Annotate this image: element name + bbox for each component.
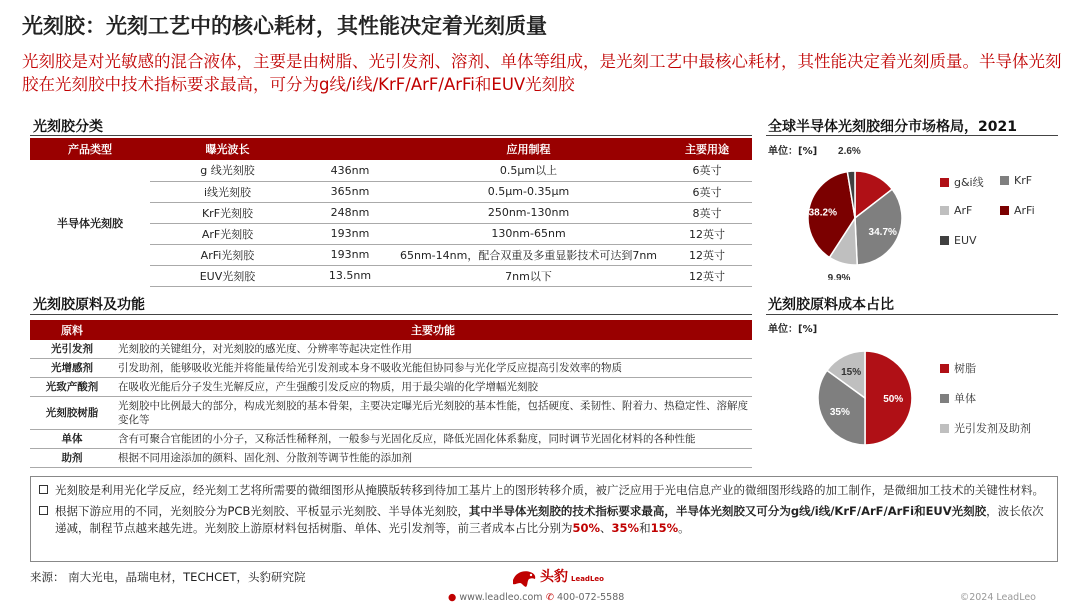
legend-label: 光引发剂及助剂 [954, 422, 1031, 435]
website-link[interactable] [448, 592, 543, 603]
cell-type: g 线光刻胶 [150, 160, 305, 181]
col-header-material: 原料 [30, 320, 114, 340]
note-1-text: 光刻胶是利用光化学反应，经光刻工艺将所需要的微细图形从掩膜版转移到待加工基片上的图形转移介质，被广泛应用于光电信息产业的微细图形线路的加工制作，是微细加工技术的关键性材料。 [55, 483, 1044, 497]
col-header-process: 应用制程 [395, 138, 662, 160]
legend-item [940, 234, 977, 247]
cell-material: 光引发剂 [30, 340, 114, 359]
cost-legend [938, 360, 1058, 440]
leopard-logo-icon [510, 566, 538, 590]
cell-function: 光刻胶中比例最大的部分，构成光刻胶的基本骨架，主要决定曝光后光刻胶的基本性能，包括硬度、柔韧性、附着力、热稳定性、溶解度变化等 [114, 397, 752, 430]
cell-type: i线光刻胶 [150, 181, 305, 202]
notes-box [30, 476, 1058, 562]
group-label: 半导体光刻胶 [57, 217, 123, 230]
checkbox-bullet-icon [39, 506, 48, 515]
brand-name-cn: 头豹 [540, 569, 568, 585]
note-2-value-2: 35% [611, 521, 640, 535]
market-chart-unit: 单位：[%] [768, 146, 818, 157]
globe-icon: ● [448, 592, 457, 603]
legend-label: ArF [954, 204, 973, 217]
legend-swatch [940, 206, 949, 215]
pie-label-1: 35% [829, 406, 850, 418]
source-text: 来源： 南大光电，晶瑞电材，TECHCET，头豹研究院 [30, 570, 306, 584]
website-text: www.leadleo.com [459, 592, 543, 603]
classification-table [30, 138, 752, 287]
legend-item [940, 420, 1031, 436]
note-2-text-b: 其中半导体光刻胶的技术指标要求最高，半导体光刻胶又可分为g线/i线/KrF/ArF/ArFi和EUV光刻胶 [468, 504, 987, 518]
legend-swatch [1000, 206, 1009, 215]
phone-text: 400-072-5588 [557, 592, 625, 603]
note-2-end: 。 [678, 521, 690, 535]
cell-wave: 193nm [305, 244, 395, 265]
pie-label-1: 34.7% [868, 226, 897, 238]
note-2-sep-1: 、 [600, 521, 612, 535]
page-title: 光刻胶：光刻工艺中的核心耗材，其性能决定着光刻质量 [22, 14, 547, 38]
checkbox-bullet-icon [39, 485, 48, 494]
market-legend [938, 174, 1058, 254]
cell-function: 根据不同用途添加的颜料、固化剂、分散剂等调节性能的添加剂 [114, 449, 752, 468]
table-row [30, 430, 752, 449]
brand-name-en: LeadLeo [571, 575, 604, 583]
pie-label-3: 38.2% [808, 207, 837, 219]
cell-material: 光致产酸剂 [30, 378, 114, 397]
pie-label-2: 9.9% [827, 272, 851, 280]
cell-function: 光刻胶的关键组分，对光刻胶的感光度、分辨率等起决定性作用 [114, 340, 752, 359]
legend-swatch [940, 236, 949, 245]
cost-chart-rule [766, 314, 1058, 315]
page-subtitle: 光刻胶是对光敏感的混合液体，主要是由树脂、光引发剂、溶剂、单体等组成，是光刻工艺中最核心耗材，其性能决定着光刻质量。半导体光刻胶在光刻胶中技术指标要求最高，可分为g线/i线/KrF/ArF/ArFi和EUV光刻胶 [22, 52, 1062, 94]
table-row [30, 449, 752, 468]
classification-rule [30, 135, 752, 136]
note-2-value-1: 50% [572, 521, 601, 535]
legend-swatch [940, 364, 949, 373]
cell-process: 7nm以下 [395, 265, 662, 286]
materials-header-row [30, 320, 752, 340]
cost-chart-unit: 单位：[%] [768, 324, 818, 335]
cell-process: 0.5μm-0.35μm [395, 181, 662, 202]
legend-item [940, 174, 984, 190]
cell-use: 6英寸 [662, 160, 752, 181]
cell-wave: 248nm [305, 202, 395, 223]
pie-label-2: 15% [841, 366, 862, 378]
legend-label: KrF [1014, 174, 1033, 187]
cell-material: 光增感剂 [30, 359, 114, 378]
table-row [30, 397, 752, 430]
legend-item [940, 204, 972, 217]
legend-item [1000, 204, 1035, 217]
legend-swatch [1000, 176, 1009, 185]
cost-chart-title: 光刻胶原料成本占比 [768, 297, 894, 313]
legend-label: ArFi [1014, 204, 1035, 217]
materials-rule [30, 314, 752, 315]
cell-process: 250nm-130nm [395, 202, 662, 223]
materials-table [30, 320, 752, 468]
market-chart-rule [766, 135, 1058, 136]
cost-pie-chart [805, 338, 925, 458]
legend-swatch [940, 394, 949, 403]
note-2-sep-2: 和 [639, 521, 651, 535]
cell-use: 12英寸 [662, 223, 752, 244]
legend-label: EUV [954, 234, 977, 247]
legend-item [940, 390, 976, 406]
cell-wave: 365nm [305, 181, 395, 202]
cell-process: 130nm-65nm [395, 223, 662, 244]
cell-material: 光刻胶树脂 [30, 397, 114, 430]
table-row [30, 160, 752, 181]
col-header-function: 主要功能 [114, 320, 752, 340]
cell-material: 助剂 [30, 449, 114, 468]
note-2-value-3: 15% [650, 521, 679, 535]
note-2-text-a: 根据下游应用的不同，光刻胶分为PCB光刻胶、平板显示光刻胶、半导体光刻胶， [55, 504, 469, 518]
phone-contact [546, 592, 624, 603]
table-row [30, 378, 752, 397]
legend-item [1000, 174, 1032, 187]
cell-material: 单体 [30, 430, 114, 449]
note-2-text-c: ，波长依次递减，制程节点越来越先进。光刻胶上游原材料包括树脂、单体、光引发剂等，前三者成本占比分别为 [55, 504, 1044, 535]
pie-label-4: 2.6% [838, 146, 861, 158]
cell-use: 12英寸 [662, 265, 752, 286]
cell-wave: 193nm [305, 223, 395, 244]
legend-swatch [940, 178, 949, 187]
pie-label-0: 50% [883, 394, 904, 405]
market-chart-title: 全球半导体光刻胶细分市场格局，2021 [768, 119, 1017, 135]
cell-type: ArF光刻胶 [150, 223, 305, 244]
materials-title: 光刻胶原料及功能 [33, 297, 145, 313]
cell-type: EUV光刻胶 [150, 265, 305, 286]
legend-item [940, 360, 976, 376]
classification-title: 光刻胶分类 [33, 119, 103, 135]
cell-function: 引发助剂，能够吸收光能并将能量传给光引发剂或本身不吸收光能但协同参与光化学反应提高引发效率的物质 [114, 359, 752, 378]
note-2 [39, 503, 1049, 537]
cell-type: KrF光刻胶 [150, 202, 305, 223]
col-header-wave-val [305, 138, 395, 160]
market-pie-chart [790, 140, 940, 280]
brand-name [540, 566, 604, 586]
cell-wave: 436nm [305, 160, 395, 181]
copyright-text: ©2024 LeadLeo [959, 592, 1036, 603]
table-row [30, 340, 752, 359]
cell-use: 8英寸 [662, 202, 752, 223]
legend-label: 单体 [954, 392, 976, 405]
col-header-use: 主要用途 [662, 138, 752, 160]
cell-function: 含有可聚合官能团的小分子，又称活性稀释剂，一般参与光固化反应，降低光固化体系黏度，同时调节光固化材料的各种性能 [114, 430, 752, 449]
note-1 [39, 482, 1049, 499]
cell-process: 65nm-14nm，配合双重及多重显影技术可达到7nm [395, 244, 662, 265]
col-header-type: 产品类型 [30, 138, 150, 160]
legend-label: g&i线 [954, 176, 984, 189]
cell-process: 0.5μm以上 [395, 160, 662, 181]
cell-use: 12英寸 [662, 244, 752, 265]
phone-icon: ✆ [546, 592, 554, 603]
cell-type: ArFi光刻胶 [150, 244, 305, 265]
legend-label: 树脂 [954, 362, 976, 375]
col-header-wave: 曝光波长 [150, 138, 305, 160]
cell-function: 在吸收光能后分子发生光解反应，产生强酸引发反应的物质，用于最尖端的化学增幅光刻胶 [114, 378, 752, 397]
cell-use: 6英寸 [662, 181, 752, 202]
table-row [30, 359, 752, 378]
classification-header-row [30, 138, 752, 160]
cell-wave: 13.5nm [305, 265, 395, 286]
legend-swatch [940, 424, 949, 433]
